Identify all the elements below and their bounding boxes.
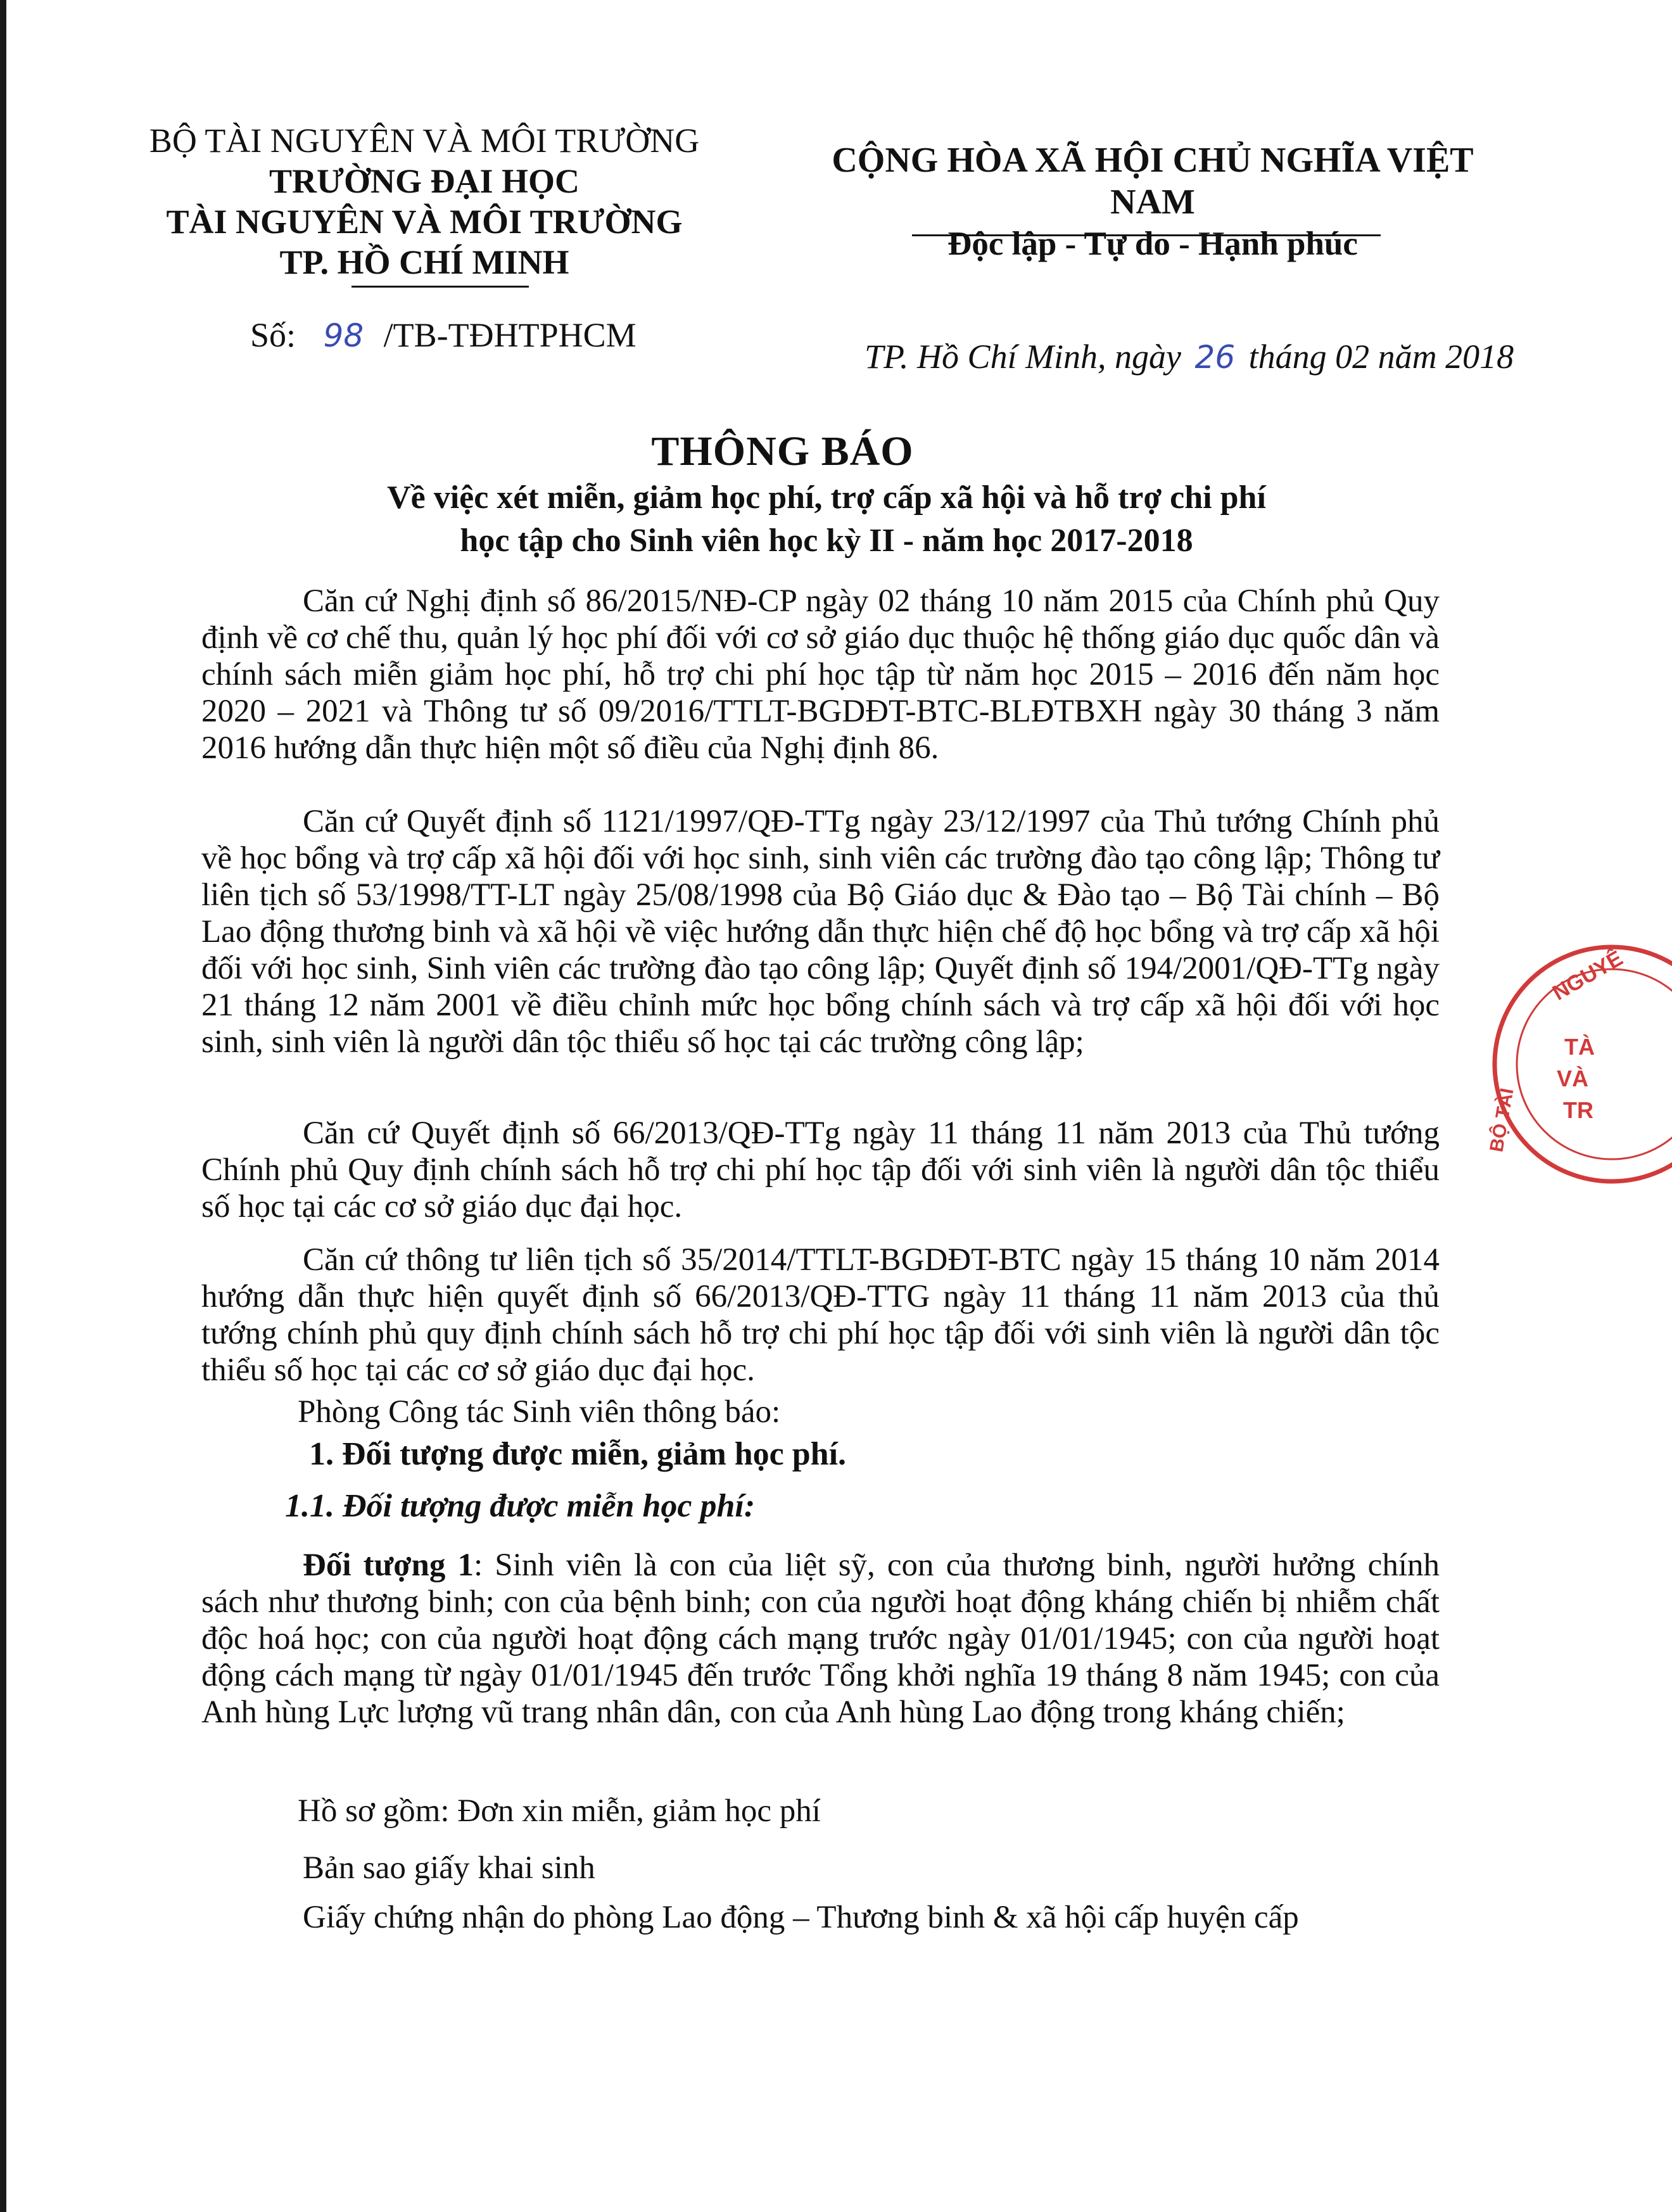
issuer-underline [352,286,529,288]
paragraph-legal-basis-4: Căn cứ thông tư liên tịch số 35/2014/TTLT-BGDĐT-BTC ngày 15 tháng 10 năm 2014 hướng dẫn thực hiện quyết định số 66/2013/QĐ-TTG ngày 11 tháng 11 năm 2013 của thủ tướng chính phủ quy định chính sách hỗ trợ chi phí học tập đối với sinh viên là người dân tộc thiểu số học tại các cơ sở giáo dục đại học. [201,1242,1440,1388]
issuer-header [133,120,716,283]
seal-text-left: BỘ TÀI [1486,1086,1518,1154]
document-subtitle [355,476,1298,563]
so-suffix: /TB-TĐHTPHCM [383,316,636,354]
school-name-line2: TÀI NGUYÊN VÀ MÔI TRƯỜNG [166,203,683,241]
dossier-item-2: Bản sao giấy khai sinh [303,1850,595,1886]
national-header [798,139,1507,265]
document-number [250,315,636,355]
section-heading-1-1: 1.1. Đối tượng được miễn học phí: [285,1488,756,1524]
school-name-line1: TRƯỜNG ĐẠI HỌC [269,162,580,200]
seal-text-mid2: VÀ [1557,1065,1589,1091]
republic-name: CỘNG HÒA XÃ HỘI CHỦ NGHĨA VIỆT NAM [832,141,1474,222]
seal-text-mid1: TÀ [1564,1034,1595,1060]
date-suffix: tháng 02 năm 2018 [1248,338,1514,376]
paragraph-legal-basis-3: Căn cứ Quyết định số 66/2013/QĐ-TTg ngày 11 tháng 11 năm 2013 của Thủ tướng Chính phủ Quy định chính sách hỗ trợ chi phí học tập đối với sinh viên là người dân tộc thiểu số học tại các cơ sở giáo dục đại học. [201,1116,1440,1224]
seal-text-mid3: TR [1563,1097,1593,1123]
section-heading-1: 1. Đối tượng được miễn, giảm học phí. [309,1436,847,1472]
ministry-name: BỘ TÀI NGUYÊN VÀ MÔI TRƯỜNG [149,122,700,160]
school-name-line3: TP. HỒ CHÍ MINH [279,243,569,281]
paragraph-legal-basis-2: Căn cứ Quyết định số 1121/1997/QĐ-TTg ngày 23/12/1997 của Thủ tướng Chính phủ về học bổng và trợ cấp xã hội đối với học sinh, sinh viên các trường đào tạo công lập; Thông tư liên tịch số 53/1998/TT-LT ngày 25/08/1998 của Bộ Giáo dục & Đào tạo – Bộ Tài chính – Bộ Lao động thương binh và xã hội về việc hướng dẫn thực hiện chế độ học bổng và trợ cấp xã hội đối với học sinh, Sinh viên các trường đào tạo công lập; Quyết định số 194/2001/QĐ-TTg ngày 21 tháng 12 năm 2001 về điều chỉnh mức học bổng chính sách và trợ cấp xã hội đối với học sinh, sinh viên là người dân tộc thiểu số học tại các trường công lập; [201,804,1440,1060]
scan-edge [0,0,6,2212]
target-group-body: : Sinh viên là con của liệt sỹ, con của thương binh, người hưởng chính sách như thương binh; con của bệnh binh; con của người hoạt động kháng chiến bị nhiễm chất độc hoá học; con của người hoạt động cách mạng trước ngày 01/01/1945; con của người hoạt động cách mạng từ ngày 01/01/1945 đến trước Tổng khởi nghĩa 19 tháng 8 năm 1945; con của Anh hùng Lực lượng vũ trang nhân dân, con của Anh hùng Lao động trong kháng chiến; [201,1548,1440,1730]
subtitle-line1: Về việc xét miễn, giảm học phí, trợ cấp xã hội và hỗ trợ chi phí [387,480,1266,516]
dossier-item-3: Giấy chứng nhận do phòng Lao động – Thương binh & xã hội cấp huyện cấp [303,1900,1299,1935]
handwritten-number: 98 [323,317,364,354]
motto-underline [912,234,1381,236]
seal-text-top: NGUYÊ [1548,946,1627,1005]
paragraph-legal-basis-1: Căn cứ Nghị định số 86/2015/NĐ-CP ngày 02 tháng 10 năm 2015 của Chính phủ Quy định về cơ chế thu, quản lý học phí đối với cơ sở giáo dục thuộc hệ thống giáo dục quốc dân và chính sách miễn giảm học phí, hỗ trợ chi phí học tập từ năm học 2015 – 2016 đến năm học 2020 – 2021 và Thông tư số 09/2016/TTLT-BGDĐT-BTC-BLĐTBXH ngày 30 tháng 3 năm 2016 hướng dẫn thực hiện một số điều của Nghị định 86. [201,583,1440,766]
subtitle-line2: học tập cho Sinh viên học kỳ II - năm học 2017-2018 [460,523,1193,559]
dossier-item-1: Hồ sơ gồm: Đơn xin miễn, giảm học phí [298,1793,821,1829]
national-motto: Độc lập - Tự do - Hạnh phúc [947,226,1358,262]
handwritten-day: 26 [1194,339,1236,376]
paragraph-target-group-1 [201,1547,1440,1731]
so-label: Số: [250,316,296,354]
document-date [864,337,1514,376]
seal-inner-ring [1517,969,1672,1159]
red-seal-stamp [1482,944,1672,1185]
date-prefix: TP. Hồ Chí Minh, ngày [864,338,1182,376]
document-title: THÔNG BÁO [651,428,914,474]
announcement-line: Phòng Công tác Sinh viên thông báo: [298,1394,781,1430]
target-group-lead: Đối tượng 1 [303,1548,474,1583]
